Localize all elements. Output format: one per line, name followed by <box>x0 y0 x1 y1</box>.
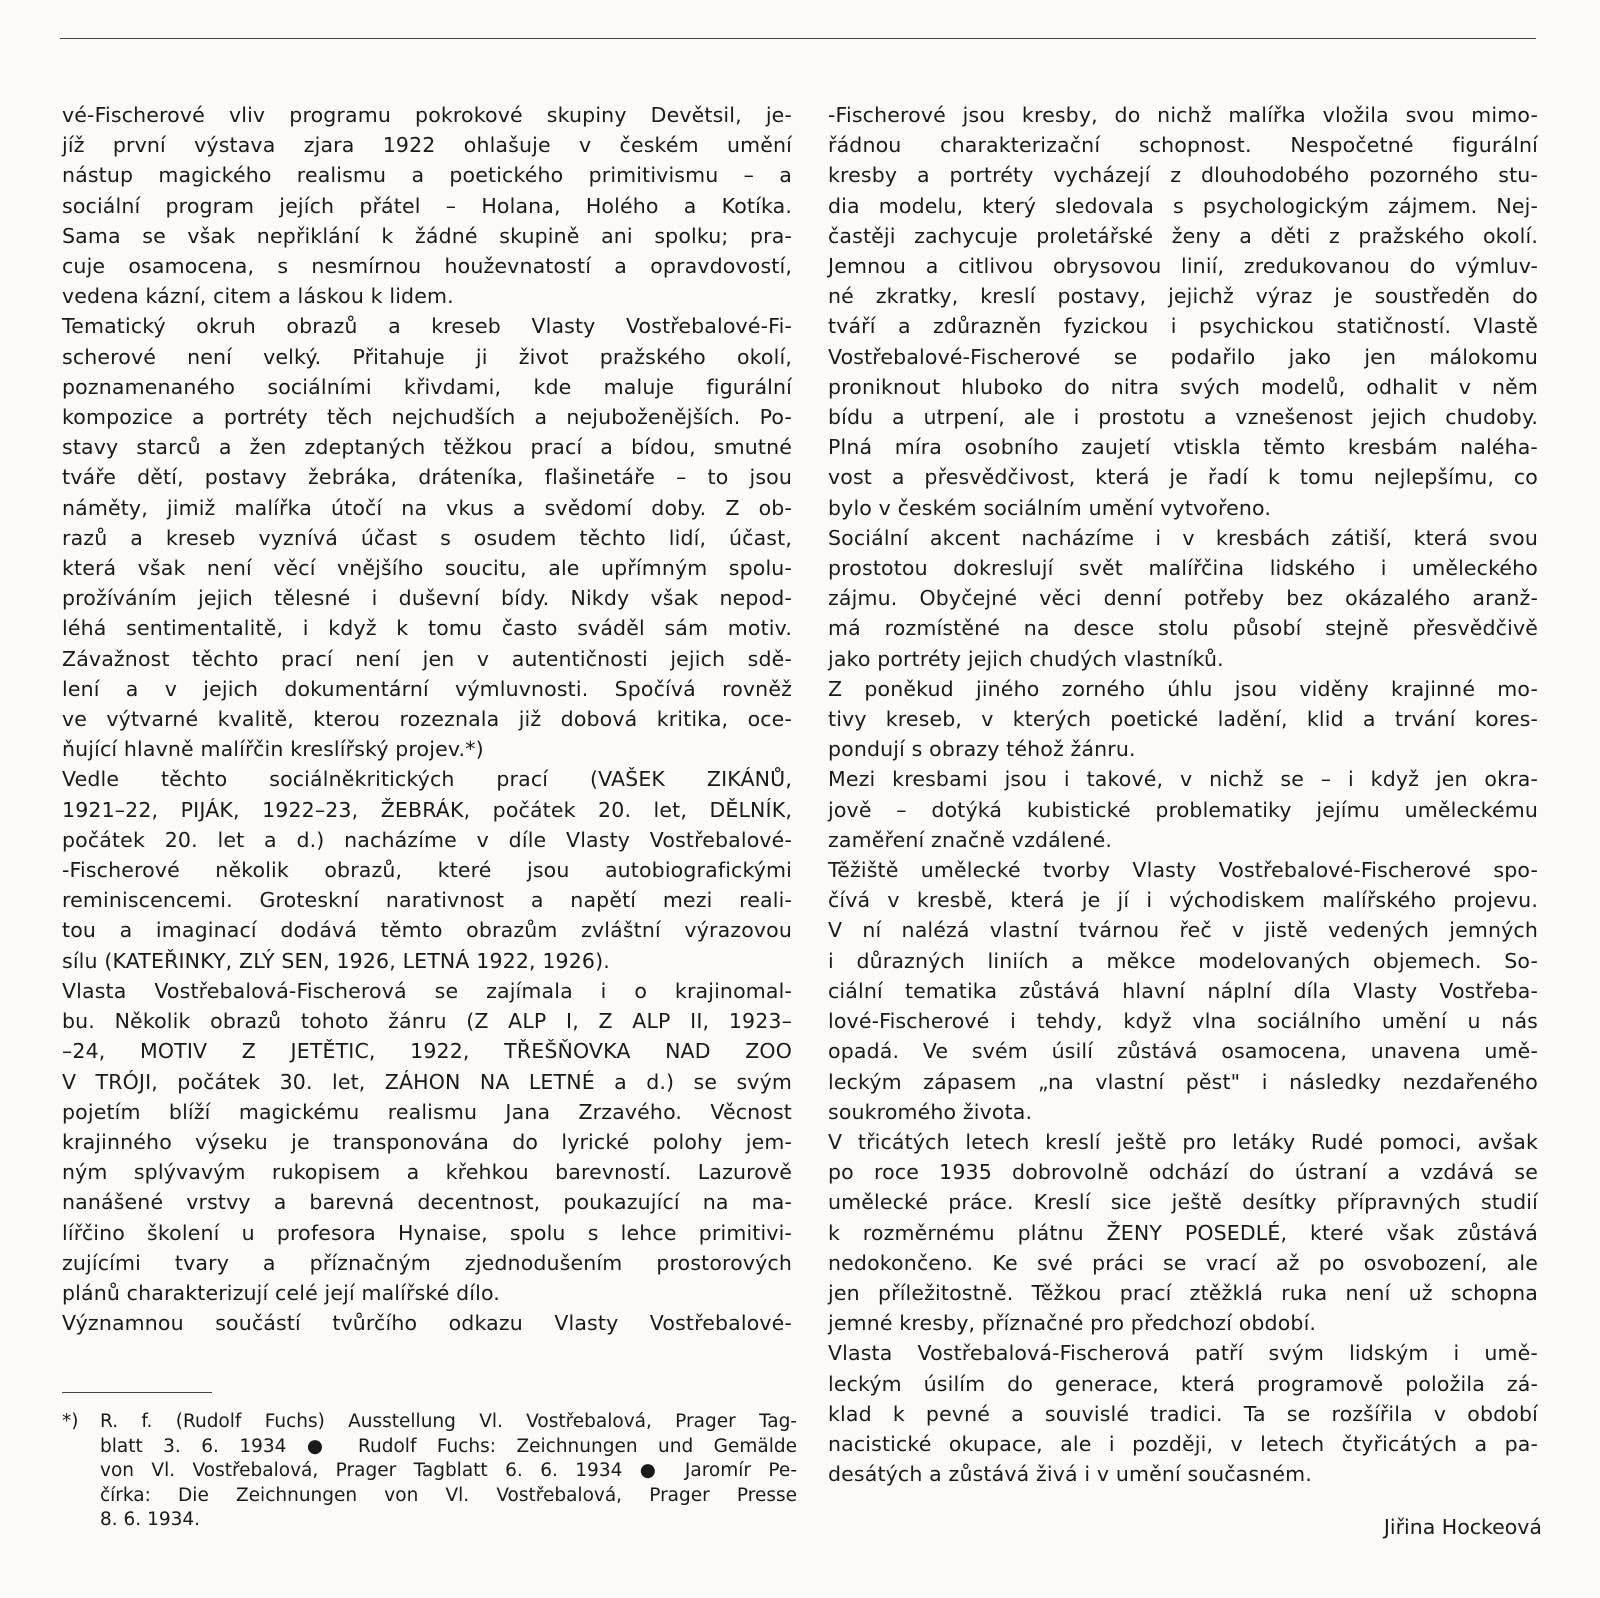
text-line: 8. 6. 1934. <box>100 1509 201 1530</box>
top-rule <box>60 38 1536 39</box>
text-line: vost a přesvědčivost, která je řadí k tomu nejlepšímu, co <box>828 465 1538 490</box>
text-line: krajinného výseku je transponována do lyrické polohy jem- <box>62 1129 792 1154</box>
text-line: i důrazných liniích a měkce modelovaných objemech. So- <box>828 948 1538 973</box>
text-line: počátek 20. let a d.) nacházíme v díle Vlasty Vostřebalové- <box>62 827 792 852</box>
text-line: Tematický okruh obrazů a kreseb Vlasty Vostřebalové-Fi- <box>62 314 792 339</box>
text-line: Z poněkud jiného zorného úhlu jsou viděny krajinné mo- <box>828 676 1538 701</box>
text-line: čírka: Die Zeichnungen von Vl. Vostřebalová, Prager Presse <box>100 1484 797 1506</box>
text-line: -Fischerové jsou kresby, do nichž malířka vložila svou mimo- <box>828 103 1538 127</box>
text-line: vé-Fischerové vliv programu pokrokové skupiny Devětsil, je- <box>62 103 792 127</box>
text-line: bu. Několik obrazů tohoto žánru (Z ALP I, Z ALP II, 1923– <box>62 1009 792 1034</box>
footnote <box>62 1410 797 1533</box>
text-line: častěji zachycuje proletářské ženy a děti z pražského okolí. <box>828 223 1538 248</box>
text-line: která však není věcí vnějšího soucitu, ale upřímným spolu- <box>62 556 792 581</box>
text-line: prožíváním jejich tělesné i duševní bídy. Nikdy však nepod- <box>62 586 792 611</box>
text-line: Významnou součástí tvůrčího odkazu Vlasty Vostřebalové- <box>62 1311 792 1336</box>
text-line: ciální tematika zůstává hlavní náplní díla Vlasty Vostřeba- <box>828 978 1538 1003</box>
text-line: R. f. (Rudolf Fuchs) Ausstellung Vl. Vostřebalová, Prager Tag- <box>100 1411 797 1432</box>
footnote-rule <box>62 1392 212 1393</box>
text-line: pondují s obrazy téhož žánru. <box>828 737 1136 762</box>
text-line: tivy kreseb, v kterých poetické ladění, klid a trvání kores- <box>828 707 1538 732</box>
text-line: Závažnost těchto prací není jen v autentičnosti jejich sdě- <box>62 646 792 671</box>
text-line: Sociální akcent nacházíme i v kresbách zátiší, která svou <box>828 525 1538 550</box>
text-line: desátých a zůstává živá i v umění současném. <box>828 1462 1312 1487</box>
text-line: k rozměrnému plátnu ŽENY POSEDLÉ, které však zůstává <box>828 1220 1538 1245</box>
text-line: jemné kresby, příznačné pro předchozí období. <box>828 1311 1317 1336</box>
text-line: jen příležitostně. Těžkou prací ztěžklá ruka není už schopna <box>828 1280 1538 1305</box>
text-line: bylo v českém sociálním umění vytvořeno. <box>828 495 1272 520</box>
text-line: Vedle těchto sociálněkritických prací (VAŠEK ZIKÁNŮ, <box>62 767 792 792</box>
text-line: Sama se však nepřiklání k žádné skupině ani spolku; pra- <box>62 223 792 248</box>
text-line: po roce 1935 dobrovolně odchází do ústraní a vzdává se <box>828 1160 1538 1185</box>
text-line: sociální program jejích přátel – Holana, Holého a Kotíka. <box>62 193 792 218</box>
text-line: Jemnou a citlivou obrysovou linií, zredukovanou do výmluv- <box>828 254 1538 279</box>
text-line: blatt 3. 6. 1934 ● Rudolf Fuchs: Zeichnungen und Gemälde <box>100 1435 797 1457</box>
author-signature: Jiřina Hockeová <box>1383 1515 1542 1539</box>
text-line: klad k pevné a souvislé tradici. Ta se rozšířila v období <box>828 1401 1538 1426</box>
footnote-marker: *) <box>62 1411 79 1432</box>
text-line: V třicátých letech kreslí ještě pro letáky Rudé pomoci, avšak <box>828 1129 1538 1154</box>
text-line: plánů charakterizují celé její malířské dílo. <box>62 1280 500 1305</box>
text-line: 1921–22, PIJÁK, 1922–23, ŽEBRÁK, počátek 20. let, DĚLNÍK, <box>62 797 792 822</box>
text-line: von Vl. Vostřebalová, Prager Tagblatt 6. 6. 1934 ● Jaromír Pe- <box>100 1460 797 1481</box>
text-line: tváře dětí, postavy žebráka, dráteníka, flašinetáře – to jsou <box>62 465 792 490</box>
text-line: tváří a zdůrazněn fyzickou i psychickou statičností. Vlastě <box>828 314 1538 339</box>
text-line: opadá. Ve svém úsilí zůstává osamocena, unavena umě- <box>828 1039 1538 1064</box>
text-line: V ní nalézá vlastní tvárnou řeč v jistě vedených jemných <box>828 918 1538 943</box>
text-line: jako portréty jejich chudých vlastníků. <box>828 646 1224 671</box>
text-line: náměty, jimiž malířka útočí na vkus a svědomí doby. Z ob- <box>62 495 792 520</box>
text-line: zájmu. Obyčejné věci denní potřeby bez okázalého aranž- <box>828 586 1538 611</box>
text-line: tou a imaginací dodává těmto obrazům zvláštní výrazovou <box>62 918 792 943</box>
text-line: lení a v jejich dokumentární výmluvnosti. Spočívá rovněž <box>62 676 792 701</box>
text-line: reminiscencemi. Groteskní narativnost a napětí mezi reali- <box>62 888 792 913</box>
text-line: -Fischerové několik obrazů, které jsou autobiografickými <box>62 858 792 883</box>
text-line: nástup magického realismu a poetického primitivismu – a <box>62 163 792 188</box>
text-line: lové-Fischerové i tehdy, když vlna sociálního umění u nás <box>828 1009 1538 1034</box>
text-line: řádnou charakterizační schopnost. Nespočetné figurální <box>828 133 1538 158</box>
right-column <box>828 100 1538 1489</box>
footnote-body <box>100 1410 797 1533</box>
text-line: né zkratky, kreslí postavy, jejichž výraz je soustředěn do <box>828 284 1538 309</box>
text-line: Vlasta Vostřebalová-Fischerová se zajímala i o krajinomal- <box>62 978 792 1003</box>
text-line: sílu (KATEŘINKY, ZLÝ SEN, 1926, LETNÁ 1922, 1926). <box>62 948 610 973</box>
text-line: Mezi kresbami jsou i takové, v nichž se – i když jen okra- <box>828 767 1538 792</box>
text-line: ve výtvarné kvalitě, kterou rozeznala již dobová kritika, oce- <box>62 707 792 732</box>
text-line: ňující hlavně malířčin kreslířský projev.*) <box>62 737 484 762</box>
text-line: cuje osamocena, s nesmírnou houževnatostí a opravdovostí, <box>62 254 792 279</box>
text-line: Plná míra osobního zaujetí vtiskla těmto kresbám naléha- <box>828 435 1538 460</box>
text-line: ným splývavým rukopisem a křehkou barevností. Lazurově <box>62 1160 792 1185</box>
left-column <box>62 100 792 1338</box>
text-line: razů a kreseb vyznívá účast s osudem těchto lidí, účast, <box>62 525 792 550</box>
text-line: scherové není velký. Přitahuje ji život pražského okolí, <box>62 344 792 369</box>
text-line: léhá sentimentalitě, i když k tomu často sváděl sám motiv. <box>62 616 792 641</box>
text-line: Těžiště umělecké tvorby Vlasty Vostřebalové-Fischerové spo- <box>828 858 1538 883</box>
text-line: umělecké práce. Kreslí sice ještě desítky přípravných studií <box>828 1190 1538 1215</box>
text-line: lířčino školení u profesora Hynaise, spolu s lehce primitivi- <box>62 1220 792 1245</box>
text-line: leckým úsilím do generace, která programově položila zá- <box>828 1371 1538 1396</box>
text-line: dia modelu, který sledovala s psychologickým zájmem. Nej- <box>828 193 1538 218</box>
text-line: čívá v kresbě, která je jí i východiskem malířského projevu. <box>828 888 1538 913</box>
text-line: stavy starců a žen zdeptaných těžkou prací a bídou, smutné <box>62 435 792 460</box>
text-line: bídu a utrpení, ale i prostotu a vznešenost jejich chudoby. <box>828 405 1538 430</box>
text-line: proniknout hluboko do nitra svých modelů, odhalit v něm <box>828 374 1538 399</box>
text-line: kresby a portréty vycházejí z dlouhodobého pozorného stu- <box>828 163 1538 188</box>
text-line: jově – dotýká kubistické problematiky jejímu uměleckému <box>828 797 1538 822</box>
text-line: V TRÓJI, počátek 30. let, ZÁHON NA LETNÉ a d.) se svým <box>62 1069 792 1094</box>
text-line: zaměření značně vzdálené. <box>828 827 1113 852</box>
text-line: –24, MOTIV Z JETĚTIC, 1922, TŘEŠŇOVKA NAD ZOO <box>62 1039 792 1064</box>
text-line: Vlasta Vostřebalová-Fischerová patří svým lidským i umě- <box>828 1341 1538 1366</box>
text-line: nacistické okupace, ale i později, v letech čtyřicátých a pa- <box>828 1431 1538 1456</box>
text-line: má rozmístěné na desce stolu působí stejně přesvědčivě <box>828 616 1538 641</box>
text-line: kompozice a portréty těch nejchudších a nejuboženějších. Po- <box>62 405 792 430</box>
text-line: leckým zápasem „na vlastní pěst" i následky nezdařeného <box>828 1069 1538 1094</box>
text-line: pojetím blíží magickému realismu Jana Zrzavého. Věcnost <box>62 1099 792 1124</box>
text-line: nanášené vrstvy a barevná decentnost, poukazující na ma- <box>62 1190 792 1215</box>
text-line: prostotou dokreslují svět malířčina lidského i uměleckého <box>828 556 1538 581</box>
text-line: poznamenaného sociálními křivdami, kde maluje figurální <box>62 374 792 399</box>
text-line: Vostřebalové-Fischerové se podařilo jako jen málokomu <box>828 344 1538 369</box>
text-line: vedena kázní, citem a láskou k lidem. <box>62 284 454 309</box>
text-line: nedokončeno. Ke své práci se vrací až po osvobození, ale <box>828 1250 1538 1275</box>
text-line: soukromého života. <box>828 1099 1033 1124</box>
text-line: zujícími tvary a příznačným zjednodušením prostorových <box>62 1250 792 1275</box>
text-line: jíž první výstava zjara 1922 ohlašuje v českém umění <box>62 133 792 158</box>
